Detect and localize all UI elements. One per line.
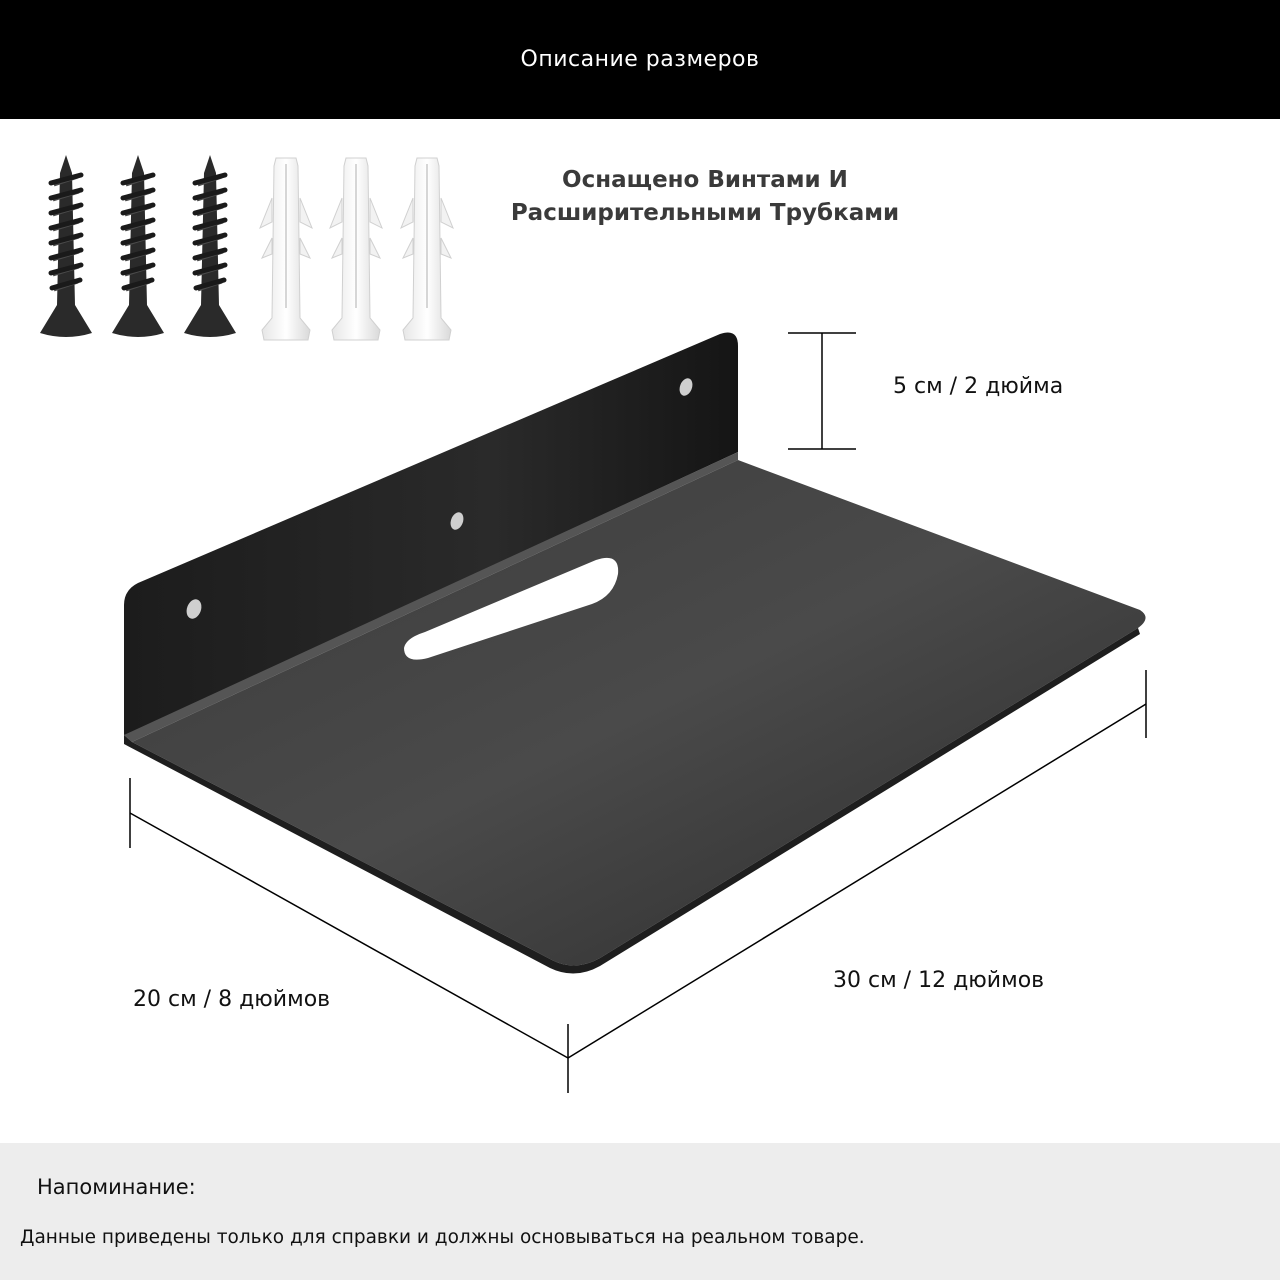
hardware-title-line2: Расширительными Трубками — [510, 200, 900, 226]
wall-anchor-icon — [260, 158, 312, 340]
wall-anchor-icon — [401, 158, 453, 340]
reminder-title: Напоминание: — [37, 1175, 196, 1199]
screw-icon — [184, 155, 236, 337]
depth-label: 20 см / 8 дюймов — [133, 987, 331, 1012]
width-label: 30 см / 12 дюймов — [833, 968, 1045, 993]
page-title: Описание размеров — [520, 47, 760, 72]
reminder-text: Данные приведены только для справки и должны основываться на реальном товаре. — [20, 1227, 865, 1248]
hardware-title-line1: Оснащено Винтами И — [562, 167, 848, 193]
hardware-title — [480, 164, 930, 230]
shelf-image — [124, 333, 1146, 974]
height-label: 5 см / 2 дюйма — [893, 374, 1064, 399]
screw-icon — [112, 155, 164, 337]
reminder-section — [0, 1143, 1280, 1280]
screw-icon — [40, 155, 92, 337]
height-dimension-line — [788, 333, 856, 449]
wall-anchor-icon — [330, 158, 382, 340]
